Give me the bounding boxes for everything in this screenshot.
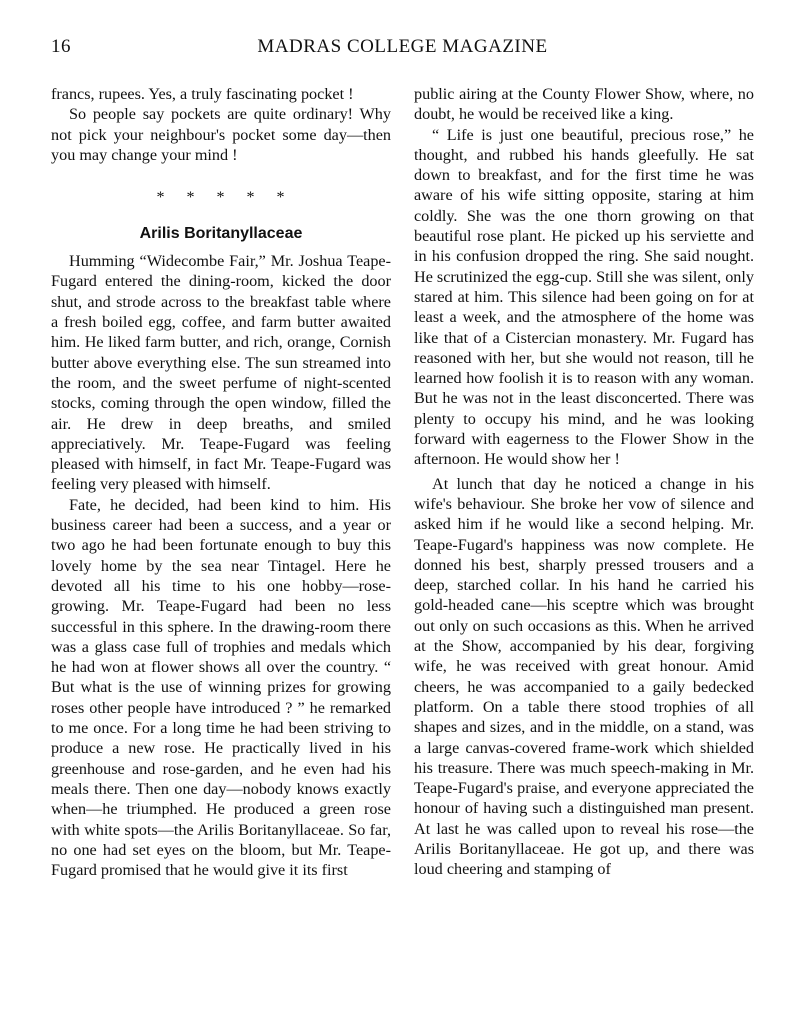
paragraph: “ Life is just one beautiful, precious rose,” he thought, and rubbed his hands gleefully. He sat down to breakfast, and for the first time he was aware of his wife sitting opposite, staring at him coldly. She was the one thorn growing on that beautiful rose plant. He picked up his serviette and in his confusion dropped the ring. She said nought. He scrutinized the egg-cup. Still she was silent, only stared at him. This silence had been going on for at least a week, and the atmosphere of the home was like that of a Cistercian monastery. Mr. Fugard has reasoned with her, but she would not reason, till he learned how foolish it is to reason with any woman. But he was not in the least disconcerted. There was plenty to occupy his mind, and he was looking forward with eagerness to the Flower Show in the afternoon. He would show her ! (414, 125, 754, 469)
magazine-title: MADRAS COLLEGE MAGAZINE (257, 36, 548, 57)
paragraph: At lunch that day he noticed a change in his wife's behaviour. She broke her vow of silence and asked him if he would like a second helping. Mr. Teape-Fugard's happiness was now complete. He donned his best, sharply pressed trousers and a deep, starched collar. In his hand he carried his gold-headed cane—his sceptre which was brought out only on such occasions as this. When he arrived at the Show, accompanied by his dear, forgiving wife, he was received with great honour. Amid cheers, he was accompanied to a gaily bedecked platform. On a table there stood trophies of all shapes and sizes, and in the middle, on a stand, was a large canvas-covered frame-work which shielded his treasure. There was much speech-making in Mr. Teape-Fugard's praise, and everyone appreciated the honour of having such a distinguished man present. At last he was called upon to reveal his rose—the Arilis Boritanyllaceae. He got up, and there was loud cheering and stamping of (414, 474, 754, 879)
section-separator: * * * * * (156, 189, 294, 207)
right-column (414, 84, 754, 880)
paragraph: Humming “Widecombe Fair,” Mr. Joshua Teape-Fugard entered the dining-room, kicked the door shut, and strode across to the breakfast table where a fresh boiled egg, coffee, and farm butter awaited him. He liked farm butter, and rich, orange, Cornish butter above everything else. The sun streamed into the room, and the sweet perfume of night-scented stocks, coming through the open window, filled the air. He drew in deep breaths, and smiled appreciatively. Mr. Teape-Fugard was feeling pleased with himself, in fact Mr. Teape-Fugard was feeling very pleased with himself. (51, 252, 391, 494)
paragraph: Fate, he decided, had been kind to him. His business career had been a success, and a year or two ago he had been fortunate enough to buy this lovely home by the sea near Tintagel. Here he devoted all his time to his one hobby—rose-growing. Mr. Teape-Fugard had been no less successful in this sphere. In the drawing-room there was a glass case full of trophies and medals which he had won at flower shows all over the country. “ But what is the use of winning prizes for growing roses other people have introduced ? ” he remarked to me once. For a long time he had been striving to produce a new rose. He practically lived in his greenhouse and rose-garden, and he even had his meals there. Then one day—nobody knows exactly when—he triumphed. He produced a green rose with white spots—the Arilis Boritanyllaceae. So far, no one had set eyes on the bloom, but Mr. Teape-Fugard promised that he would give it its first (51, 495, 391, 880)
story-title: Arilis Boritanyllaceae (139, 225, 303, 243)
text-columns (51, 84, 754, 880)
paragraph: francs, rupees. Yes, a truly fascinating pocket ! (51, 85, 354, 103)
page-header (51, 36, 754, 64)
page-number: 16 (51, 36, 71, 57)
left-column (51, 84, 391, 880)
paragraph: public airing at the County Flower Show, where, no doubt, he would be received like a king. (414, 85, 754, 124)
paragraph: So people say pockets are quite ordinary! Why not pick your neighbour's pocket some day—then you may change your mind ! (51, 105, 391, 164)
